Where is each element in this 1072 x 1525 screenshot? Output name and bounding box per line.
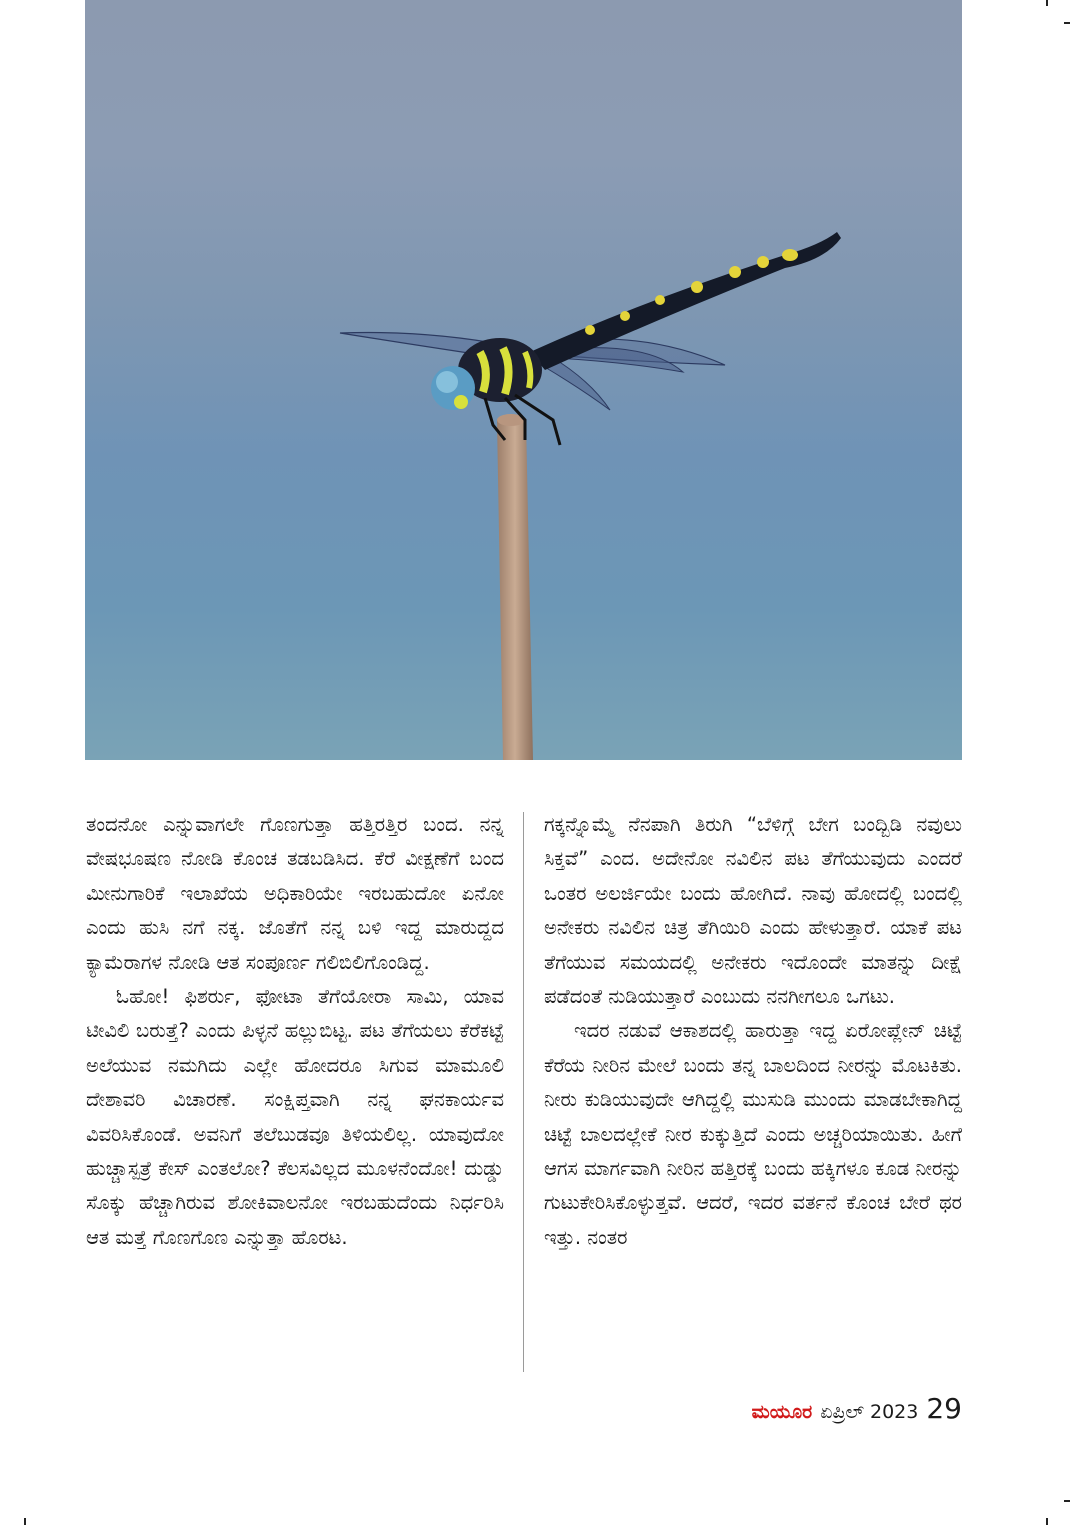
column-divider: [523, 812, 524, 1372]
crop-mark: [1064, 22, 1070, 24]
article-column-right: [544, 808, 962, 1255]
paragraph: ಓಹೋ! ಫಿಶರ್ರು, ಫೋಟಾ ತೆಗೆಯೋರಾ ಸಾಮಿ, ಯಾವ ಟೀವಿಲಿ ಬರುತ್ತೆ? ಎಂದು ಪಿಳ್ಳನೆ ಹಲ್ಲುಬಿಟ್ಟ. ಪಟ ತೆಗೆಯಲು ಕೆರೆಕಟ್ಟೆ ಅಲೆಯುವ ನಮಗಿದು ಎಲ್ಲೇ ಹೋದರೂ ಸಿಗುವ ಮಾಮೂಲಿ ದೇಶಾವರಿ ವಿಚಾರಣೆ. ಸಂಕ್ಷಿಪ್ತವಾಗಿ ನನ್ನ ಘನಕಾರ್ಯವ ವಿವರಿಸಿಕೊಂಡೆ. ಅವನಿಗೆ ತಲೆಬುಡವೂ ತಿಳಿಯಲಿಲ್ಲ. ಯಾವುದೋ ಹುಚ್ಚಾಸ್ಪತ್ರೆ ಕೇಸ್ ಎಂತಲೋ? ಕೆಲಸವಿಲ್ಲದ ಮೂಳನೆಂದೋ! ದುಡ್ಡು ಸೊಕ್ಕು ಹೆಚ್ಚಾಗಿರುವ ಶೋಕಿವಾಲನೋ ಇರಬಹುದೆಂದು ನಿರ್ಧರಿಸಿ ಆತ ಮತ್ತೆ ಗೊಣಗೊಣ ಎನ್ನುತ್ತಾ ಹೊರಟ.: [86, 985, 504, 1249]
page-number: 29: [926, 1392, 962, 1425]
magazine-name: ಮಯೂರ: [751, 1401, 813, 1423]
paragraph: ಇದರ ನಡುವೆ ಆಕಾಶದಲ್ಲಿ ಹಾರುತ್ತಾ ಇದ್ದ ಏರೋಪ್ಲೇನ್ ಚಿಟ್ಟೆ ಕೆರೆಯ ನೀರಿನ ಮೇಲೆ ಬಂದು ತನ್ನ ಬಾಲದಿಂದ ನೀರನ್ನು ಮೊಟಕಿತು. ನೀರು ಕುಡಿಯುವುದೇ ಆಗಿದ್ದಲ್ಲಿ ಮುಸುಡಿ ಮುಂದು ಮಾಡಬೇಕಾಗಿದ್ದ ಚಿಟ್ಟೆ ಬಾಲದಲ್ಲೇಕೆ ನೀರ ಕುಕ್ಕುತ್ತಿದೆ ಎಂದು ಅಚ್ಚರಿಯಾಯಿತು. ಹೀಗೆ ಆಗಸ ಮಾರ್ಗವಾಗಿ ನೀರಿನ ಹತ್ತಿರಕ್ಕೆ ಬಂದು ಹಕ್ಕಿಗಳೂ ಕೂಡ ನೀರನ್ನು ಗುಟುಕೇರಿಸಿಕೊಳ್ಳುತ್ತವೆ. ಆದರೆ, ಇದರ ವರ್ತನೆ ಕೊಂಚ ಬೇರೆ ಥರ ಇತ್ತು. ನಂತರ: [544, 1019, 962, 1249]
paragraph: ಗಕ್ಕನ್ನೊಮ್ಮೆ ನೆನಪಾಗಿ ತಿರುಗಿ “ಬೆಳಿಗ್ಗೆ ಬೇಗ ಬಂದ್ಬಿಡಿ ನವುಲು ಸಿಕ್ತವೆ” ಎಂದ. ಅದೇನೋ ನವಿಲಿನ ಪಟ ತೆಗೆಯುವುದು ಎಂದರೆ ಒಂತರ ಅಲರ್ಜಿಯೇ ಬಂದು ಹೋಗಿದೆ. ನಾವು ಹೋದಲ್ಲಿ ಬಂದಲ್ಲಿ ಅನೇಕರು ನವಿಲಿನ ಚಿತ್ರ ತೆಗಿಯಿರಿ ಎಂದು ಹೇಳುತ್ತಾರೆ. ಯಾಕೆ ಪಟ ತೆಗೆಯುವ ಸಮಯದಲ್ಲಿ ಅನೇಕರು ಇದೊಂದೇ ಮಾತನ್ನು ದೀಕ್ಷೆ ಪಡೆದಂತೆ ನುಡಿಯುತ್ತಾರೆ ಎಂಬುದು ನನಗೀಗಲೂ ಒಗಟು.: [544, 813, 962, 1009]
page-footer: [752, 1392, 962, 1425]
issue-date: ಏಪ್ರಿಲ್ 2023: [820, 1401, 919, 1423]
dragonfly-illustration: [85, 0, 962, 760]
article-column-left: [86, 808, 504, 1255]
crop-mark: [1046, 1518, 1048, 1525]
stick: [497, 420, 533, 760]
paragraph: ತಂದನೋ ಎನ್ನುವಾಗಲೇ ಗೊಣಗುತ್ತಾ ಹತ್ತಿರತ್ತಿರ ಬಂದ. ನನ್ನ ವೇಷಭೂಷಣ ನೋಡಿ ಕೊಂಚ ತಡಬಡಿಸಿದ. ಕೆರೆ ವೀಕ್ಷಣೆಗೆ ಬಂದ ಮೀನುಗಾರಿಕೆ ಇಲಾಖೆಯ ಅಧಿಕಾರಿಯೇ ಇರಬಹುದೋ ಏನೋ ಎಂದು ಹುಸಿ ನಗೆ ನಕ್ಕ. ಜೊತೆಗೆ ನನ್ನ ಬಳಿ ಇದ್ದ ಮಾರುದ್ದದ ಕ್ಯಾಮೆರಾಗಳ ನೋಡಿ ಆತ ಸಂಪೂರ್ಣ ಗಲಿಬಿಲಿಗೊಂಡಿದ್ದ.: [86, 813, 504, 974]
crop-mark: [1064, 1500, 1070, 1502]
crop-mark: [24, 1518, 26, 1525]
crop-mark: [1046, 0, 1048, 6]
dragonfly-photo: [85, 0, 962, 760]
